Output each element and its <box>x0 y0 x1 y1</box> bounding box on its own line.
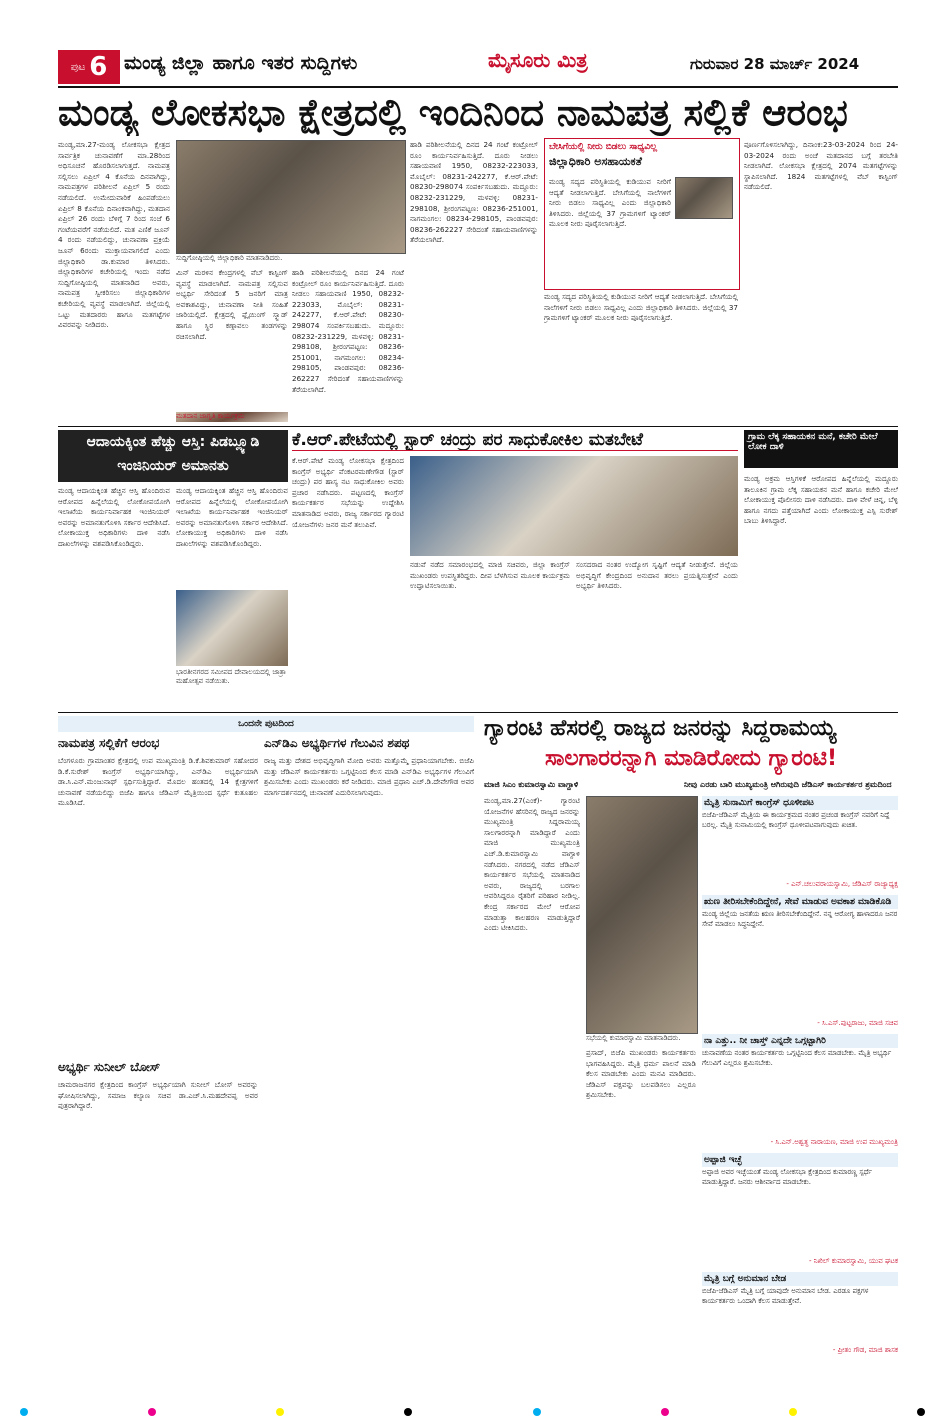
continued-text3: ರಾಜ್ಯ ಮತ್ತು ದೇಶದ ಅಭಿವೃದ್ಧಿಗಾಗಿ ಮೋದಿ ಅವರು ಮತ್ತೊಮ್ಮೆ ಪ್ರಧಾನಿಯಾಗಬೇಕು. ಬಿಜೆಪಿ ಮತ್ತು ಜೆಡಿಎಸ್ ಕಾರ್ಯಕರ್ತರು ಒಗ್ಗಟ್ಟಿನಿಂದ ಕೆಲಸ ಮಾಡಿ ಎನ್‌ಡಿಎ ಅಭ್ಯರ್ಥಿಗಳ ಗೆಲುವಿಗೆ ಶ್ರಮಿಸಬೇಕು ಎಂದು ಮುಖಂಡರು ಕರೆ ನೀಡಿದರು. ಮಾಜಿ ಪ್ರಧಾನಿ ಎಚ್.ಡಿ.ದೇವೇಗೌಡ ಅವರ ಮಾರ್ಗದರ್ಶನದಲ್ಲಿ ಚುನಾವಣೆ ಎದುರಿಸಲಾಗುವುದು. <box>264 756 474 797</box>
story-left-headline: ಆದಾಯಕ್ಕಿಂತ ಹೆಚ್ಚು ಆಸ್ತಿ: ಪಿಡಬ್ಲ್ಯೂಡಿ ಇಂಜಿನಿಯರ್ ಅಮಾನತು <box>58 430 288 482</box>
continued-sub3: ಎನ್‌ಡಿಎ ಅಭ್ಯರ್ಥಿಗಳ ಗೆಲುವಿನ ಶಪಥ <box>264 736 410 750</box>
continued-sub1: ನಾಮಪತ್ರ ಸಲ್ಲಿಕೆಗೆ ಆರಂಭ <box>58 736 160 750</box>
story-left-caption: ಭಾರತೀನಗರದ ಸಮೀಪದ ದೇವಾಲಯದಲ್ಲಿ ಜಾತ್ರಾ ಮಹೋತ್ಸವ ನಡೆಯಿತು. <box>176 668 286 685</box>
reg-dot <box>148 1408 156 1416</box>
section-title: ಮಂಡ್ಯ ಜಿಲ್ಲಾ ಹಾಗೂ ಇತರ ಸುದ್ದಿಗಳು <box>124 52 358 74</box>
issue-date: ಗುರುವಾರ 28 ಮಾರ್ಚ್ 2024 <box>690 55 860 73</box>
story-mid-col1: ಕೆ.ಆರ್.ಪೇಟೆ ಮಂಡ್ಯ ಲೋಕಸಭಾ ಕ್ಷೇತ್ರದಿಂದ ಕಾಂಗ್ರೆಸ್ ಅಭ್ಯರ್ಥಿ ವೆಂಕಟರಮಣೇಗೌಡ (ಸ್ಟಾರ್ ಚಂದ್ರು) ಪರ ಹಾಸ್ಯ ನಟ ಸಾಧುಕೋಕಿಲ ಅವರು ಪ್ರಚಾರ ನಡೆಸಿದರು. ಪಟ್ಟಣದಲ್ಲಿ ಕಾಂಗ್ರೆಸ್ ಕಾರ್ಯಕರ್ತರ ಸಭೆಯನ್ನು ಉದ್ದೇಶಿಸಿ ಮಾತನಾಡಿದ ಅವರು, ರಾಜ್ಯ ಸರ್ಕಾರದ ಗ್ಯಾರಂಟಿ ಯೋಜನೆಗಳು ಜನರ ಮನೆ ತಲುಪಿವೆ. <box>292 456 404 529</box>
info-box-subtitle: ಜಿಲ್ಲಾಧಿಕಾರಿ ಅಸಹಾಯಕತೆ <box>549 155 642 168</box>
reg-dot <box>404 1408 412 1416</box>
continued-text2: ಚಾಮರಾಜನಗರ ಕ್ಷೇತ್ರದಿಂದ ಕಾಂಗ್ರೆಸ್ ಅಭ್ಯರ್ಥಿಯಾಗಿ ಸುನೀಲ್ ಬೋಸ್ ಅವರನ್ನು ಘೋಷಿಸಲಾಗಿದ್ದು, ಸಮಾಜ ಕಲ್ಯಾಣ ಸಚಿವ ಡಾ.ಎಚ್.ಸಿ.ಮಹದೇವಪ್ಪ ಅವರ ಪುತ್ರರಾಗಿದ್ದಾರೆ. <box>58 1080 258 1111</box>
info-box-text: ಮಂಡ್ಯ ಸದ್ಯದ ಪರಿಸ್ಥಿತಿಯಲ್ಲಿ ಕುಡಿಯುವ ನೀರಿಗೆ ಆದ್ಯತೆ ನೀಡಲಾಗುತ್ತಿದೆ. ಬೇಸಿಗೆಯಲ್ಲಿ ನಾಲೆಗಳಿಗೆ ನೀರು ಬಿಡಲು ಸಾಧ್ಯವಿಲ್ಲ ಎಂದು ಜಿಲ್ಲಾಧಿಕಾರಿ ತಿಳಿಸಿದರು. ಜಿಲ್ಲೆಯಲ್ಲಿ 37 ಗ್ರಾಮಗಳಿಗೆ ಟ್ಯಾಂಕರ್ ಮೂಲಕ ನೀರು ಪೂರೈಸಲಾಗುತ್ತಿದೆ. <box>549 177 671 229</box>
quote4-text: ಅಪ್ಪಾಜಿ ಅವರ ಇಚ್ಛೆಯಂತೆ ಮಂಡ್ಯ ಲೋಕಸಭಾ ಕ್ಷೇತ್ರದಿಂದ ಕುಮಾರಣ್ಣ ಸ್ಪರ್ಧೆ ಮಾಡುತ್ತಿದ್ದಾರೆ. ಜನರು ಆಶೀರ್ವಾದ ಮಾಡಬೇಕು. <box>702 1168 873 1186</box>
quote2-signature: - ಸಿ.ಎಸ್.ಪುಟ್ಟರಾಜು, ಮಾಜಿ ಸಚಿವ <box>817 1019 898 1027</box>
story-mid-headline: ಕೆ.ಆರ್.ಪೇಟೆಯಲ್ಲಿ ಸ್ಟಾರ್ ಚಂದ್ರು ಪರ ಸಾಧುಕೋಕಿಲ ಮತಬೇಟೆ <box>292 430 738 451</box>
lead-bottom-rule <box>58 426 898 427</box>
lead-photo-caption: ಸುದ್ದಿಗೋಷ್ಠಿಯಲ್ಲಿ ಜಿಲ್ಲಾಧಿಕಾರಿ ಮಾತನಾಡಿದರು. <box>176 254 283 262</box>
big-story-caption: ಸಭೆಯಲ್ಲಿ ಕುಮಾರಸ್ವಾಮಿ ಮಾತನಾಡಿದರು. <box>586 1034 681 1042</box>
story-left-col2: ಮಂಡ್ಯ ಆದಾಯಕ್ಕಿಂತ ಹೆಚ್ಚಿನ ಆಸ್ತಿ ಹೊಂದಿರುವ ಆರೋಪದ ಹಿನ್ನೆಲೆಯಲ್ಲಿ ಲೋಕೋಪಯೋಗಿ ಇಲಾಖೆಯ ಕಾರ್ಯನಿರ್ವಾಹಕ ಇಂಜಿನಿಯರ್ ಅವರನ್ನು ಅಮಾನತುಗೊಳಿಸಿ ಸರ್ಕಾರ ಆದೇಶಿಸಿದೆ. ಲೋಕಾಯುಕ್ತ ಅಧಿಕಾರಿಗಳು ದಾಳಿ ನಡೆಸಿ ದಾಖಲೆಗಳನ್ನು ವಶಪಡಿಸಿಕೊಂಡಿದ್ದರು. <box>176 486 288 548</box>
reg-dot <box>789 1408 797 1416</box>
continued-strip: ಒಂದನೇ ಪುಟದಿಂದ <box>58 716 474 732</box>
big-story-tag-left: ಮಾಜಿ ಸಿಎಂ ಕುಮಾರಸ್ವಾಮಿ ವಾಗ್ದಾಳಿ <box>484 780 579 789</box>
info-box-title: ಬೇಸಿಗೆಯಲ್ಲಿ ನೀರು ಬಿಡಲು ಸಾಧ್ಯವಿಲ್ಲ <box>549 142 658 152</box>
story-right-text: ಮಂಡ್ಯ ಅಕ್ರಮ ಆಸ್ತಿಗಳಿಕೆ ಆರೋಪದ ಹಿನ್ನೆಲೆಯಲ್ಲಿ ಮದ್ದೂರು ತಾಲೂಕಿನ ಗ್ರಾಮ ಲೆಕ್ಕ ಸಹಾಯಕನ ಮನೆ ಹಾಗೂ ಕಚೇರಿ ಮೇಲೆ ಲೋಕಾಯುಕ್ತ ಪೊಲೀಸರು ದಾಳಿ ನಡೆಸಿದರು. ದಾಳಿ ವೇಳೆ ಚಿನ್ನ, ಬೆಳ್ಳಿ ಹಾಗೂ ನಗದು ಪತ್ತೆಯಾಗಿದೆ ಎಂದು ಲೋಕಾಯುಕ್ತ ಎಸ್ಪಿ ಸುರೇಶ್ ಬಾಬು ತಿಳಿಸಿದ್ದಾರೆ. <box>744 474 898 526</box>
quotes-column <box>702 796 898 1402</box>
story-left-col1: ಮಂಡ್ಯ ಆದಾಯಕ್ಕಿಂತ ಹೆಚ್ಚಿನ ಆಸ್ತಿ ಹೊಂದಿರುವ ಆರೋಪದ ಹಿನ್ನೆಲೆಯಲ್ಲಿ ಲೋಕೋಪಯೋಗಿ ಇಲಾಖೆಯ ಕಾರ್ಯನಿರ್ವಾಹಕ ಇಂಜಿನಿಯರ್ ಅವರನ್ನು ಅಮಾನತುಗೊಳಿಸಿ ಸರ್ಕಾರ ಆದೇಶಿಸಿದೆ. ಲೋಕಾಯುಕ್ತ ಅಧಿಕಾರಿಗಳು ದಾಳಿ ನಡೆಸಿ ದಾಖಲೆಗಳನ್ನು ವಶಪಡಿಸಿಕೊಂಡಿದ್ದರು. <box>58 486 170 548</box>
lead-col3: ಹಾಡಿ ಪರಿಶೀಲನೆಯಲ್ಲಿ ದಿನದ 24 ಗಂಟೆ ಕಂಟ್ರೋಲ್ ರೂಂ ಕಾರ್ಯನಿರ್ವಹಿಸುತ್ತಿದೆ. ದೂರು ನೀಡಲು ಸಹಾಯವಾಣಿ 1950, 08232-223033, ಮೊಬೈಲ್: 08231-242277, ಕೆ.ಆರ್.ಪೇಟೆ: 08230-298074 ಸಂಪರ್ಕಿಸಬಹುದು. ಮದ್ದೂರು: 08232-231229, ಮಳವಳ್ಳಿ: 08231-298108, ಶ್ರೀರಂಗಪಟ್ಟಣ: 08236-251001, ನಾಗಮಂಗಲ: 08234-298105, ಪಾಂಡವಪುರ: 08236-262227 ಸೇರಿದಂತೆ ಸಹಾಯವಾಣಿಗಳನ್ನು ತೆರೆಯಲಾಗಿದೆ. <box>292 268 404 394</box>
big-story-col2: ಪ್ರಸಾದ್, ಬಿಜೆಪಿ ಮುಖಂಡರು ಕಾರ್ಯಕರ್ತರು ಭಾಗವಹಿಸಿದ್ದರು. ಮೈತ್ರಿ ಧರ್ಮ ಪಾಲನೆ ಮಾಡಿ ಕೆಲಸ ಮಾಡಬೇಕು ಎಂದು ಮನವಿ ಮಾಡಿದರು. ಜೆಡಿಎಸ್ ಪಕ್ಷವನ್ನು ಬಲಪಡಿಸಲು ಎಲ್ಲರೂ ಶ್ರಮಿಸಬೇಕು. <box>586 1048 696 1100</box>
quote1-signature: - ಎನ್.ಚಲುವರಾಯಸ್ವಾಮಿ, ಜೆಡಿಎಸ್ ರಾಜ್ಯಾಧ್ಯಕ್ಷ <box>786 880 898 888</box>
story-mid-photo <box>410 456 738 556</box>
lead-col2-caption: ಮತದಾನ ಜಾಗೃತಿ ಕಾರ್ಯಕ್ರಮ <box>176 412 245 420</box>
quote5-title: ಮೈತ್ರಿ ಬಗ್ಗೆ ಅನುಮಾನ ಬೇಡ <box>702 1272 898 1286</box>
info-box <box>544 138 740 290</box>
big-story-headline2: ಸಾಲಗಾರರನ್ನಾಗಿ ಮಾಡಿರೋದು ಗ್ಯಾರಂಟಿ! <box>544 746 838 771</box>
big-story-headline1: ಗ್ಯಾರಂಟಿ ಹೆಸರಲ್ಲಿ ರಾಜ್ಯದ ಜನರನ್ನು ಸಿದ್ದರಾಮಯ್ಯ <box>484 716 837 741</box>
story-left-photo <box>176 590 288 666</box>
page-number: 6 <box>89 52 108 82</box>
reg-dot <box>20 1408 28 1416</box>
lead-photo <box>176 140 406 254</box>
mid-rule <box>58 712 898 713</box>
page-number-badge <box>58 50 120 84</box>
story-mid-col3: ಸಂಸದರಾದ ನಂತರ ಉದ್ಯೋಗ ಸೃಷ್ಟಿಗೆ ಆದ್ಯತೆ ನೀಡುತ್ತೇನೆ. ಜಿಲ್ಲೆಯ ಅಭಿವೃದ್ಧಿಗೆ ಕೇಂದ್ರದಿಂದ ಅನುದಾನ ತರಲು ಪ್ರಯತ್ನಿಸುತ್ತೇನೆ ಎಂದು ಅಭ್ಯರ್ಥಿ ತಿಳಿಸಿದರು. <box>576 560 738 591</box>
lead-col4: ಹಾಡಿ ಪರಿಶೀಲನೆಯಲ್ಲಿ ದಿನದ 24 ಗಂಟೆ ಕಂಟ್ರೋಲ್ ರೂಂ ಕಾರ್ಯನಿರ್ವಹಿಸುತ್ತಿದೆ. ದೂರು ನೀಡಲು ಸಹಾಯವಾಣಿ 1950, 08232-223033, ಮೊಬೈಲ್: 08231-242277, ಕೆ.ಆರ್.ಪೇಟೆ: 08230-298074 ಸಂಪರ್ಕಿಸಬಹುದು. ಮದ್ದೂರು: 08232-231229, ಮಳವಳ್ಳಿ: 08231-298108, ಶ್ರೀರಂಗಪಟ್ಟಣ: 08236-251001, ನಾಗಮಂಗಲ: 08234-298105, ಪಾಂಡವಪುರ: 08236-262227 ಸೇರಿದಂತೆ ಸಹಾಯವಾಣಿಗಳನ್ನು ತೆರೆಯಲಾಗಿದೆ. <box>410 140 538 245</box>
big-story-col1: ಮಂಡ್ಯ,ಮಾ.27(ಎಂಕೆ)- ಗ್ಯಾರಂಟಿ ಯೋಜನೆಗಳ ಹೆಸರಿನಲ್ಲಿ ರಾಜ್ಯದ ಜನರನ್ನು ಮುಖ್ಯಮಂತ್ರಿ ಸಿದ್ದರಾಮಯ್ಯ ಸಾಲಗಾರರನ್ನಾಗಿ ಮಾಡಿದ್ದಾರೆ ಎಂದು ಮಾಜಿ ಮುಖ್ಯಮಂತ್ರಿ ಎಚ್.ಡಿ.ಕುಮಾರಸ್ವಾಮಿ ವಾಗ್ದಾಳಿ ನಡೆಸಿದರು. ನಗರದಲ್ಲಿ ನಡೆದ ಜೆಡಿಎಸ್ ಕಾರ್ಯಕರ್ತರ ಸಭೆಯಲ್ಲಿ ಮಾತನಾಡಿದ ಅವರು, ರಾಜ್ಯದಲ್ಲಿ ಬರಗಾಲ ಆವರಿಸಿದ್ದರೂ ರೈತರಿಗೆ ಪರಿಹಾರ ನೀಡಿಲ್ಲ. ಕೇಂದ್ರ ಸರ್ಕಾರದ ಮೇಲೆ ಆರೋಪ ಮಾಡುತ್ತಾ ಕಾಲಹರಣ ಮಾಡುತ್ತಿದ್ದಾರೆ ಎಂದು ಟೀಕಿಸಿದರು. <box>484 796 580 933</box>
lead-col1: ಮಂಡ್ಯ,ಮಾ.27-ಮಂಡ್ಯ ಲೋಕಸಭಾ ಕ್ಷೇತ್ರದ ಸಾರ್ವತ್ರಿಕ ಚುನಾವಣೆಗೆ ಮಾ.28ರಿಂದ ಅಧಿಸೂಚನೆ ಹೊರಡಿಸಲಾಗುತ್ತದೆ. ನಾಮಪತ್ರ ಸಲ್ಲಿಸಲು ಏಪ್ರಿಲ್ 4 ಕೊನೆಯ ದಿನವಾಗಿದ್ದು, ನಾಮಪತ್ರಗಳ ಪರಿಶೀಲನೆ ಏಪ್ರಿಲ್ 5 ರಂದು ನಡೆಯಲಿದೆ. ಉಮೇದುವಾರಿಕೆ ಹಿಂಪಡೆಯಲು ಏಪ್ರಿಲ್ 8 ಕೊನೆಯ ದಿನಾಂಕವಾಗಿದ್ದು, ಮತದಾನ ಏಪ್ರಿಲ್ 26 ರಂದು ಬೆಳಿಗ್ಗೆ 7 ರಿಂದ ಸಂಜೆ 6 ಗಂಟೆಯವರೆಗೆ ನಡೆಯಲಿದೆ. ಮತ ಎಣಿಕೆ ಜೂನ್ 4 ರಂದು ನಡೆಯಲಿದ್ದು, ಚುನಾವಣಾ ಪ್ರಕ್ರಿಯೆ ಜೂನ್ 6ರಂದು ಮುಕ್ತಾಯವಾಗಲಿದೆ ಎಂದು ಜಿಲ್ಲಾಧಿಕಾರಿ ಡಾ.ಕುಮಾರ ತಿಳಿಸಿದರು. ಜಿಲ್ಲಾಧಿಕಾರಿಗಳ ಕಚೇರಿಯಲ್ಲಿ ಇಂದು ನಡೆದ ಸುದ್ದಿಗೋಷ್ಠಿಯಲ್ಲಿ ಮಾತನಾಡಿದ ಅವರು, ನಾಮಪತ್ರ ಸ್ವೀಕರಿಸಲು ಜಿಲ್ಲಾಧಿಕಾರಿಗಳ ಕಚೇರಿಯಲ್ಲಿ ವ್ಯವಸ್ಥೆ ಮಾಡಲಾಗಿದೆ. ಜಿಲ್ಲೆಯಲ್ಲಿ ಒಟ್ಟು ಮತದಾರರು ಹಾಗೂ ಮತಗಟ್ಟೆಗಳ ವಿವರವನ್ನು ನೀಡಿದರು. <box>58 140 170 330</box>
lead-col2: ಮಿನ್ ಮರಳಿನ ಕೇಂದ್ರಗಳಲ್ಲಿ ವೆಬ್ ಕಾಸ್ಟಿಂಗ್ ವ್ಯವಸ್ಥೆ ಮಾಡಲಾಗಿದೆ. ನಾಮಪತ್ರ ಸಲ್ಲಿಸುವ ಅಭ್ಯರ್ಥಿ ಸೇರಿದಂತೆ 5 ಜನರಿಗೆ ಮಾತ್ರ ಅವಕಾಶವಿದ್ದು, ಚುನಾವಣಾ ನೀತಿ ಸಂಹಿತೆ ಜಾರಿಯಲ್ಲಿದೆ. ಕ್ಷೇತ್ರದಲ್ಲಿ ಫ್ಲೈಯಿಂಗ್ ಸ್ಕ್ವಾಡ್ ಹಾಗೂ ಸ್ಥಿರ ಕಣ್ಗಾವಲು ತಂಡಗಳನ್ನು ರಚಿಸಲಾಗಿದೆ. <box>176 268 288 341</box>
quote4-title: ಅಪ್ಪಾಜಿ ಇಚ್ಛೆ <box>702 1153 898 1167</box>
quote1-text: ಬಿಜೆಪಿ-ಜೆಡಿಎಸ್ ಮೈತ್ರಿಯ ಈ ಕಾರ್ಯಕ್ರಮದ ನಂತರ ಪ್ರಚಂಡ ಕಾಂಗ್ರೆಸ್ ನವರಿಗೆ ನಿದ್ದೆ ಬರಲ್ಲ. ಮೈತ್ರಿ ಸುನಾಮಿಯಲ್ಲಿ ಕಾಂಗ್ರೆಸ್ ಧೂಳೀಪಟವಾಗುವುದು ಖಚಿತ. <box>702 811 890 829</box>
info-box-portrait <box>675 177 733 219</box>
quote1-title: ಮೈತ್ರಿ ಸುನಾಮಿಗೆ ಕಾಂಗ್ರೆಸ್ ಧೂಳೀಪಟ <box>702 796 898 810</box>
quote3-title: ನಾ ಎತ್ತು.. ನೀ ಚಾಸ್ತ್ ಎನ್ನದೇ ಒಗ್ಗಟ್ಟಾಗಿರಿ <box>702 1034 898 1048</box>
reg-dot <box>276 1408 284 1416</box>
reg-dot <box>533 1408 541 1416</box>
page-label: ಪುಟ <box>70 61 86 73</box>
registration-marks <box>20 1408 925 1416</box>
big-story-tag-right: ನೀವು ಎರಡು ಬಾರಿ ಮುಖ್ಯಮಂತ್ರಿ ಆಗಿರುವುದಿ ಜೆಡಿಎಸ್ ಕಾರ್ಯಕರ್ತರ ಶ್ರಮದಿಂದ <box>684 780 892 789</box>
continued-sub2: ಅಭ್ಯರ್ಥಿ ಸುನೀಲ್ ಬೋಸ್ <box>58 1060 161 1074</box>
story-right-headline: ಗ್ರಾಮ ಲೆಕ್ಕ ಸಹಾಯಕನ ಮನೆ, ಕಚೇರಿ ಮೇಲೆ ಲೋಕ ದಾಳಿ <box>744 430 898 468</box>
big-story-photo <box>586 796 698 1034</box>
quote2-text: ಮಂಡ್ಯ ಜಿಲ್ಲೆಯ ಜನತೆಯ ಋಣ ತೀರಿಸಬೇಕೆಂದಿದ್ದೇನೆ. ನನ್ನ ಆರೋಗ್ಯ ಹಾಳಾದರೂ ಜನರ ಸೇವೆ ಮಾಡಲು ಸಿದ್ಧನಿದ್ದೇನೆ. <box>702 910 898 928</box>
lead-headline: ಮಂಡ್ಯ ಲೋಕಸಭಾ ಕ್ಷೇತ್ರದಲ್ಲಿ ಇಂದಿನಿಂದ ನಾಮಪತ್ರ ಸಲ್ಲಿಕೆ ಆರಂಭ <box>58 91 848 134</box>
paper-logo: ಮೈಸೂರು ಮಿತ್ರ <box>488 48 588 72</box>
quote3-text: ಚುನಾವಣೆಯ ನಂತರ ಕಾರ್ಯಕರ್ತರು ಒಗ್ಗಟ್ಟಿನಿಂದ ಕೆಲಸ ಮಾಡಬೇಕು. ಮೈತ್ರಿ ಅಭ್ಯರ್ಥಿ ಗೆಲುವಿಗೆ ಎಲ್ಲರೂ ಶ್ರಮಿಸಬೇಕು. <box>702 1049 892 1067</box>
reg-dot <box>917 1408 925 1416</box>
reg-dot <box>661 1408 669 1416</box>
story-mid-col2: ನಡುವೆ ನಡೆದ ಸಮಾರಂಭದಲ್ಲಿ ಮಾಜಿ ಸಚಿವರು, ಜಿಲ್ಲಾ ಕಾಂಗ್ರೆಸ್ ಮುಖಂಡರು ಉಪಸ್ಥಿತರಿದ್ದರು. ದೀಪ ಬೆಳಗಿಸುವ ಮೂಲಕ ಕಾರ್ಯಕ್ರಮ ಉದ್ಘಾಟಿಸಲಾಯಿತು. <box>410 560 570 591</box>
quote3-signature: - ಸಿ.ಎನ್.ಅಶ್ವತ್ಥ ನಾರಾಯಣ, ಮಾಜಿ ಉಪ ಮುಖ್ಯಮಂತ್ರಿ <box>770 1138 898 1146</box>
quote2-title: ಋಣ ತೀರಿಸಬೇಕೆಂದಿದ್ದೇನೆ, ಸೇವೆ ಮಾಡುವ ಅವಕಾಶ ಮಾಡಿಕೊಡಿ <box>702 895 898 909</box>
continued-text1: ಬೆಂಗಳೂರು ಗ್ರಾಮಾಂತರ ಕ್ಷೇತ್ರದಲ್ಲಿ ಉಪ ಮುಖ್ಯಮಂತ್ರಿ ಡಿ.ಕೆ.ಶಿವಕುಮಾರ್ ಸಹೋದರ ಡಿ.ಕೆ.ಸುರೇಶ್ ಕಾಂಗ್ರೆಸ್ ಅಭ್ಯರ್ಥಿಯಾಗಿದ್ದು, ಎನ್‌ಡಿಎ ಅಭ್ಯರ್ಥಿಯಾಗಿ ಡಾ.ಸಿ.ಎನ್.ಮಂಜುನಾಥ್ ಸ್ಪರ್ಧಿಸುತ್ತಿದ್ದಾರೆ. ಮೊದಲ ಹಂತದಲ್ಲಿ 14 ಕ್ಷೇತ್ರಗಳಿಗೆ ಚುನಾವಣೆ ನಡೆಯಲಿದ್ದು ಬಿಜೆಪಿ ಹಾಗೂ ಜೆಡಿಎಸ್ ಮೈತ್ರಿಯಿಂದ ಸ್ಪರ್ಧೆ ಕುತೂಹಲ ಮೂಡಿಸಿದೆ. <box>58 756 258 808</box>
info-box-below: ಮಂಡ್ಯ ಸದ್ಯದ ಪರಿಸ್ಥಿತಿಯಲ್ಲಿ ಕುಡಿಯುವ ನೀರಿಗೆ ಆದ್ಯತೆ ನೀಡಲಾಗುತ್ತಿದೆ. ಬೇಸಿಗೆಯಲ್ಲಿ ನಾಲೆಗಳಿಗೆ ನೀರು ಬಿಡಲು ಸಾಧ್ಯವಿಲ್ಲ ಎಂದು ಜಿಲ್ಲಾಧಿಕಾರಿ ತಿಳಿಸಿದರು. ಜಿಲ್ಲೆಯಲ್ಲಿ 37 ಗ್ರಾಮಗಳಿಗೆ ಟ್ಯಾಂಕರ್ ಮೂಲಕ ನೀರು ಪೂರೈಸಲಾಗುತ್ತಿದೆ. <box>544 292 738 323</box>
quote5-signature: - ಪ್ರೀತಂ ಗೌಡ, ಮಾಜಿ ಶಾಸಕ <box>832 1346 898 1354</box>
quote5-text: ಬಿಜೆಪಿ-ಜೆಡಿಎಸ್ ಮೈತ್ರಿ ಬಗ್ಗೆ ಯಾವುದೇ ಅನುಮಾನ ಬೇಡ. ಎರಡೂ ಪಕ್ಷಗಳ ಕಾರ್ಯಕರ್ತರು ಒಂದಾಗಿ ಕೆಲಸ ಮಾಡುತ್ತೇವೆ. <box>702 1287 869 1305</box>
info-box-right-col: ಪೂರ್ಣಗೊಳಿಸಲಾಗಿದ್ದು, ದಿನಾಂಕ:23-03-2024 ರಿಂದ 24-03-2024 ರಂದು ಅಂಚೆ ಮತದಾನದ ಬಗ್ಗೆ ತರಬೇತಿ ನೀಡಲಾಗಿದೆ. ಲೋಕಸಭಾ ಕ್ಷೇತ್ರದಲ್ಲಿ 2074 ಮತಗಟ್ಟೆಗಳನ್ನು ಸ್ಥಾಪಿಸಲಾಗಿದೆ. 1824 ಮತಗಟ್ಟೆಗಳಲ್ಲಿ ವೆಬ್ ಕಾಸ್ಟಿಂಗ್ ನಡೆಯಲಿದೆ. <box>744 140 898 192</box>
masthead-rule <box>58 86 898 88</box>
quote4-signature: - ನಿಖಿಲ್ ಕುಮಾರಸ್ವಾಮಿ, ಯುವ ಘಟಕ <box>808 1257 898 1265</box>
